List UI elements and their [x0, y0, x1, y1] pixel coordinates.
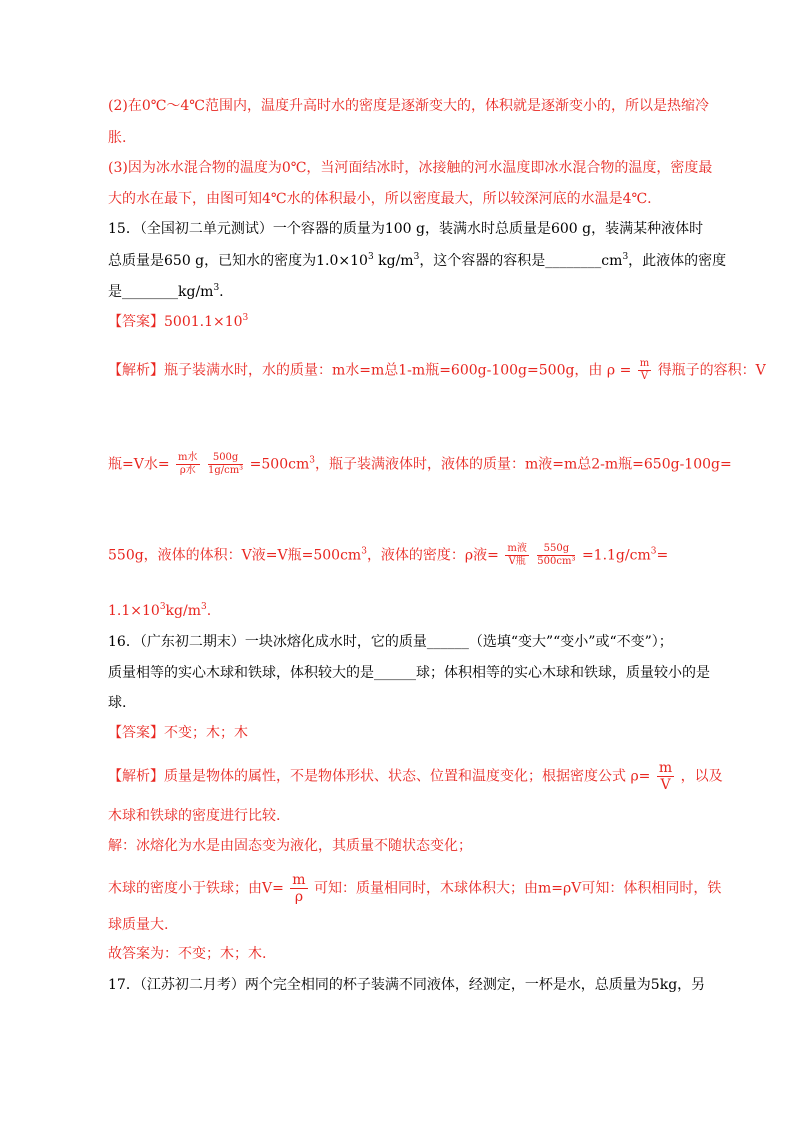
explanation-line-2: (2)在0℃～4℃范围内，温度升高时水的密度是逐渐变大的，体积就是逐渐变小的，所以是热缩冷 [108, 98, 709, 114]
answer-16: 【答案】不变；木；木 [108, 725, 248, 741]
answer-15 [108, 312, 248, 332]
numerator: m [639, 358, 650, 369]
sup: 3 [650, 546, 657, 557]
denominator: ρ水 [179, 465, 196, 476]
analysis-16-line-4 [108, 872, 721, 905]
formula-fraction [208, 452, 243, 477]
question-16-line-2: 质量相等的实心木球和铁球，体积较大的是______球；体积相等的实心木球和铁球，质量较小的是 [108, 665, 710, 681]
analysis-text: 1.1×10 [108, 603, 160, 619]
explanation-line-3: (3)因为冰水混合物的温度为0℃，当河面结冰时，冰接触的河水温度即冰水混合物的温度，密度最 [108, 160, 713, 176]
question-15-line-2 [108, 251, 726, 271]
sup: 3 [200, 602, 207, 612]
analysis-16-line-2: 木球和铁球的密度进行比较. [108, 808, 281, 824]
denominator: V [660, 777, 671, 793]
q15-text-e: 是________kg/m [108, 284, 214, 300]
q15-text-f: . [219, 284, 224, 300]
sup: 3 [361, 546, 367, 557]
analysis-text: 【解析】质量是物体的属性，不是物体形状、状态、位置和温度变化；根据密度公式 ρ= [108, 768, 651, 785]
analysis-text: 瓶=V水= [108, 456, 170, 473]
analysis-16-line-1 [108, 760, 723, 793]
numerator: 550g [537, 543, 575, 556]
analysis-15-line-2 [108, 452, 732, 477]
question-15-line-3 [108, 282, 224, 302]
numerator: m水 [178, 452, 198, 463]
analysis-text: ，液体的密度：ρ液= [366, 547, 499, 564]
question-16-line-1: 16．（广东初二期末）一块冰熔化成水时，它的质量______（选填“变大”“变小”或“不变”）； [108, 634, 673, 650]
sup: 3 [309, 455, 315, 466]
analysis-text: 木球的密度小于铁球；由V= [108, 880, 284, 897]
analysis-text: 可知：质量相同时，木球体积大；由m=ρV可知：体积相同时，铁 [314, 880, 722, 897]
analysis-text: 得瓶子的容积：V [657, 362, 766, 379]
formula-fraction [638, 358, 651, 383]
analysis-text: =500cm [249, 456, 310, 473]
answer-15-text: 【答案】5001.1×10 [108, 314, 243, 330]
formula-fraction [176, 452, 199, 477]
sup: 3 [213, 283, 220, 293]
analysis-15-line-1 [108, 358, 766, 383]
analysis-text: = [656, 547, 669, 564]
formula-fraction [290, 872, 307, 905]
formula-fraction [537, 543, 575, 568]
q15-text-c: ，这个容器的容积是________cm [419, 253, 623, 269]
explanation-line-2-cont: 胀. [108, 130, 127, 146]
numerator: 500g [208, 452, 243, 465]
denominator: ρ [294, 889, 304, 905]
q15-text-b: kg/m [373, 253, 414, 269]
formula-fraction [657, 760, 674, 793]
analysis-text: =1.1g/cm [581, 547, 651, 564]
analysis-16-line-5: 球质量大. [108, 917, 169, 933]
analysis-text: 【解析】瓶子装满水时，水的质量：m水=m总1-m瓶=600g-100g=500g，由 ρ = [108, 362, 632, 379]
denominator: 500cm³ [537, 556, 576, 567]
analysis-text: ，瓶子装满液体时，液体的质量：m液=m总2-m瓶=650g-100g= [314, 456, 732, 473]
sup: 3 [413, 252, 420, 262]
sup: 3 [622, 252, 629, 262]
numerator: m [292, 872, 306, 888]
explanation-line-3-cont: 大的水在最下，由图可知4℃水的体积最小，所以密度最大，所以较深河底的水温是4℃. [108, 191, 652, 207]
analysis-text: . [206, 603, 212, 619]
q15-text-a: 总质量是650 g，已知水的密度为1.0×10 [108, 253, 368, 269]
formula-fraction [505, 543, 528, 568]
sup: 3 [159, 602, 166, 612]
analysis-text: kg/m [165, 603, 201, 619]
q15-text-d: ，此液体的密度 [628, 253, 727, 269]
sup: 3 [367, 252, 374, 262]
analysis-16-line-6: 故答案为：不变；木；木. [108, 946, 267, 962]
numerator: m [658, 760, 673, 776]
question-16-line-3: 球. [108, 695, 127, 711]
question-17-line-1: 17．（江苏初二月考）两个完全相同的杯子装满不同液体，经测定，一杯是水，总质量为5kg，另 [108, 977, 706, 993]
denominator: 1g/cm³ [207, 465, 244, 476]
question-15-line-1: 15．（全国初二单元测试）一个容器的质量为100 g，装满水时总质量是600 g，装满某种液体时 [108, 221, 704, 237]
analysis-15-line-4 [108, 601, 211, 621]
sup: 3 [242, 313, 249, 323]
denominator: V瓶 [508, 556, 526, 567]
analysis-text: ，以及 [680, 768, 723, 785]
numerator: m液 [507, 543, 527, 554]
denominator: V [640, 371, 649, 382]
analysis-text: 550g，液体的体积：V液=V瓶=500cm [108, 547, 362, 564]
analysis-16-line-3: 解：冰熔化为水是由固态变为液化，其质量不随状态变化； [108, 838, 472, 854]
analysis-15-line-3 [108, 543, 668, 568]
